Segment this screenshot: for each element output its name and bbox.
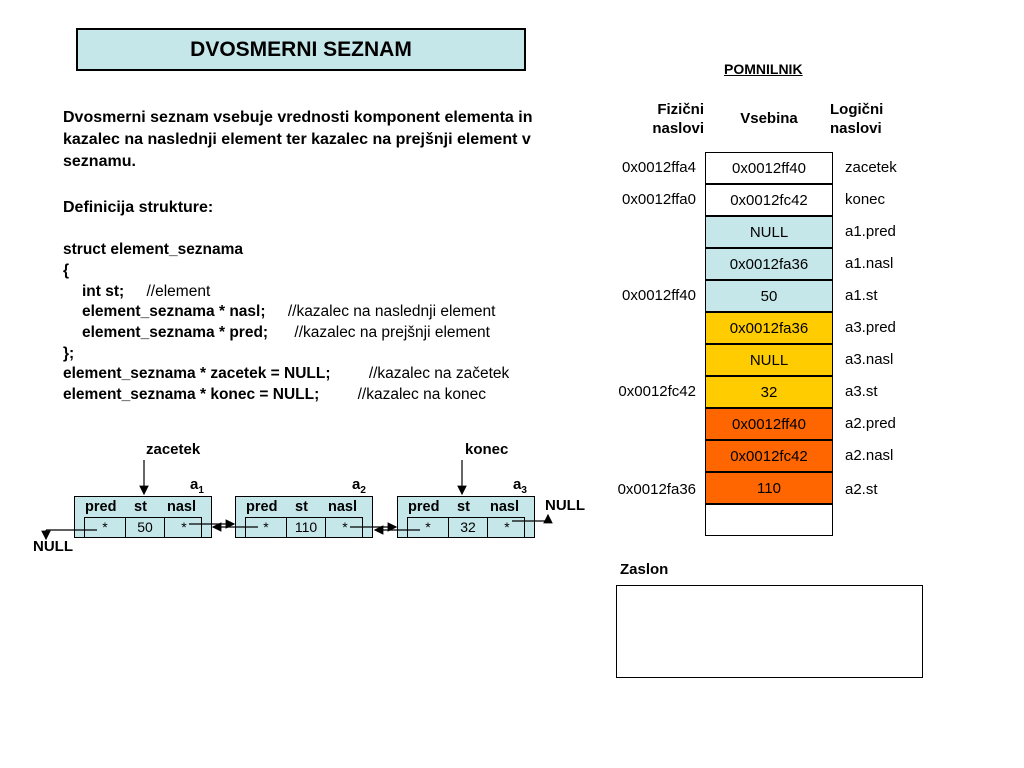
header-logical-line1: Logični bbox=[830, 101, 884, 118]
code-line-6: }; bbox=[63, 345, 75, 362]
code-line-3-comment: //element bbox=[146, 283, 211, 300]
definition-title: Definicija strukture: bbox=[63, 199, 214, 216]
field-header-nasl: nasl bbox=[167, 499, 197, 515]
field-nasl: * bbox=[342, 519, 348, 535]
memory-cell-value: 0x0012fa36 bbox=[729, 255, 809, 273]
field-pred: * bbox=[408, 518, 449, 537]
null-label-right: NULL bbox=[545, 497, 585, 514]
node-index: 1 bbox=[198, 485, 204, 496]
memory-cell-value: NULL bbox=[749, 351, 789, 369]
screen-label: Zaslon bbox=[620, 561, 669, 578]
logical-name: a1.pred bbox=[845, 223, 896, 240]
logical-name: a1.st bbox=[845, 287, 878, 304]
node-name: a bbox=[190, 476, 199, 493]
header-physical-line1: Fizični bbox=[657, 101, 704, 118]
code-line-4-comment: //kazalec na naslednji element bbox=[287, 303, 496, 320]
memory-cell-value: 0x0012ff40 bbox=[732, 159, 806, 177]
logical-name: a3.pred bbox=[845, 319, 896, 336]
physical-address: 0x0012ffa0 bbox=[622, 191, 696, 208]
field-st: 110 bbox=[287, 518, 326, 537]
code-line-4-code: element_seznama * nasl; bbox=[82, 303, 266, 320]
node-name: a bbox=[513, 476, 522, 493]
field-nasl: * bbox=[504, 519, 510, 535]
field-header-nasl: nasl bbox=[490, 499, 520, 515]
header-content: Vsebina bbox=[740, 110, 798, 127]
start-pointer-label: zacetek bbox=[146, 441, 201, 458]
code-line-1: struct element_seznama bbox=[63, 241, 244, 258]
memory-cell-value: 0x0012ff40 bbox=[732, 415, 806, 433]
header-logical-line2: naslovi bbox=[830, 120, 882, 137]
logical-name: a2.nasl bbox=[845, 447, 894, 464]
field-header-pred: pred bbox=[408, 499, 440, 515]
physical-address: 0x0012ffa4 bbox=[622, 159, 696, 176]
node-index: 3 bbox=[521, 485, 527, 496]
memory-cell-value: NULL bbox=[749, 223, 789, 241]
memory-cell-value: 0x0012fa36 bbox=[729, 319, 809, 337]
node-name: a bbox=[352, 476, 361, 493]
code-line-8-comment: //kazalec na konec bbox=[357, 386, 486, 403]
logical-name: a3.nasl bbox=[845, 351, 894, 368]
logical-name: a3.st bbox=[845, 383, 878, 400]
field-pred: * bbox=[246, 518, 287, 537]
field-header-nasl: nasl bbox=[328, 499, 358, 515]
end-pointer-label: konec bbox=[465, 441, 509, 458]
header-physical-line2: naslovi bbox=[652, 120, 704, 137]
field-header-st: st bbox=[134, 499, 147, 515]
code-line-3-code: int st; bbox=[82, 283, 125, 300]
logical-name: a2.pred bbox=[845, 415, 896, 432]
field-header-pred: pred bbox=[246, 499, 278, 515]
memory-cell-value: 32 bbox=[760, 383, 778, 401]
code-line-2: { bbox=[63, 262, 70, 279]
field-pred: * bbox=[85, 518, 126, 537]
logical-name: zacetek bbox=[845, 159, 897, 176]
physical-address: 0x0012fa36 bbox=[617, 481, 696, 498]
code-line-8-code: element_seznama * konec = NULL; bbox=[63, 386, 320, 403]
memory-title: POMNILNIK bbox=[724, 61, 803, 77]
null-label-left: NULL bbox=[33, 538, 73, 555]
code-line-5-comment: //kazalec na prejšnji element bbox=[294, 324, 490, 341]
memory-cell-value: 110 bbox=[757, 479, 781, 497]
field-header-st: st bbox=[295, 499, 308, 515]
memory-cell-value: 0x0012fc42 bbox=[730, 191, 808, 209]
logical-name: a2.st bbox=[845, 481, 878, 498]
code-line-7-code: element_seznama * zacetek = NULL; bbox=[63, 365, 331, 382]
field-header-pred: pred bbox=[85, 499, 117, 515]
field-nasl: * bbox=[181, 519, 187, 535]
node-index: 2 bbox=[360, 485, 366, 496]
field-st: 50 bbox=[126, 518, 165, 537]
title-text: DVOSMERNI SEZNAM bbox=[190, 37, 412, 61]
physical-address: 0x0012ff40 bbox=[622, 287, 696, 304]
field-header-st: st bbox=[457, 499, 470, 515]
code-line-7-comment: //kazalec na začetek bbox=[368, 365, 510, 382]
logical-name: a1.nasl bbox=[845, 255, 894, 272]
logical-name: konec bbox=[845, 191, 886, 208]
code-line-5-code: element_seznama * pred; bbox=[82, 324, 269, 341]
physical-address: 0x0012fc42 bbox=[618, 383, 696, 400]
memory-cell-value: 0x0012fc42 bbox=[730, 447, 808, 465]
intro-paragraph: Dvosmerni seznam vsebuje vrednosti komponent elementa in kazalec na naslednji element ter kazalec na prejšnji element v seznamu. bbox=[63, 109, 533, 170]
memory-cell-value: 50 bbox=[760, 287, 778, 305]
field-st: 32 bbox=[449, 518, 488, 537]
